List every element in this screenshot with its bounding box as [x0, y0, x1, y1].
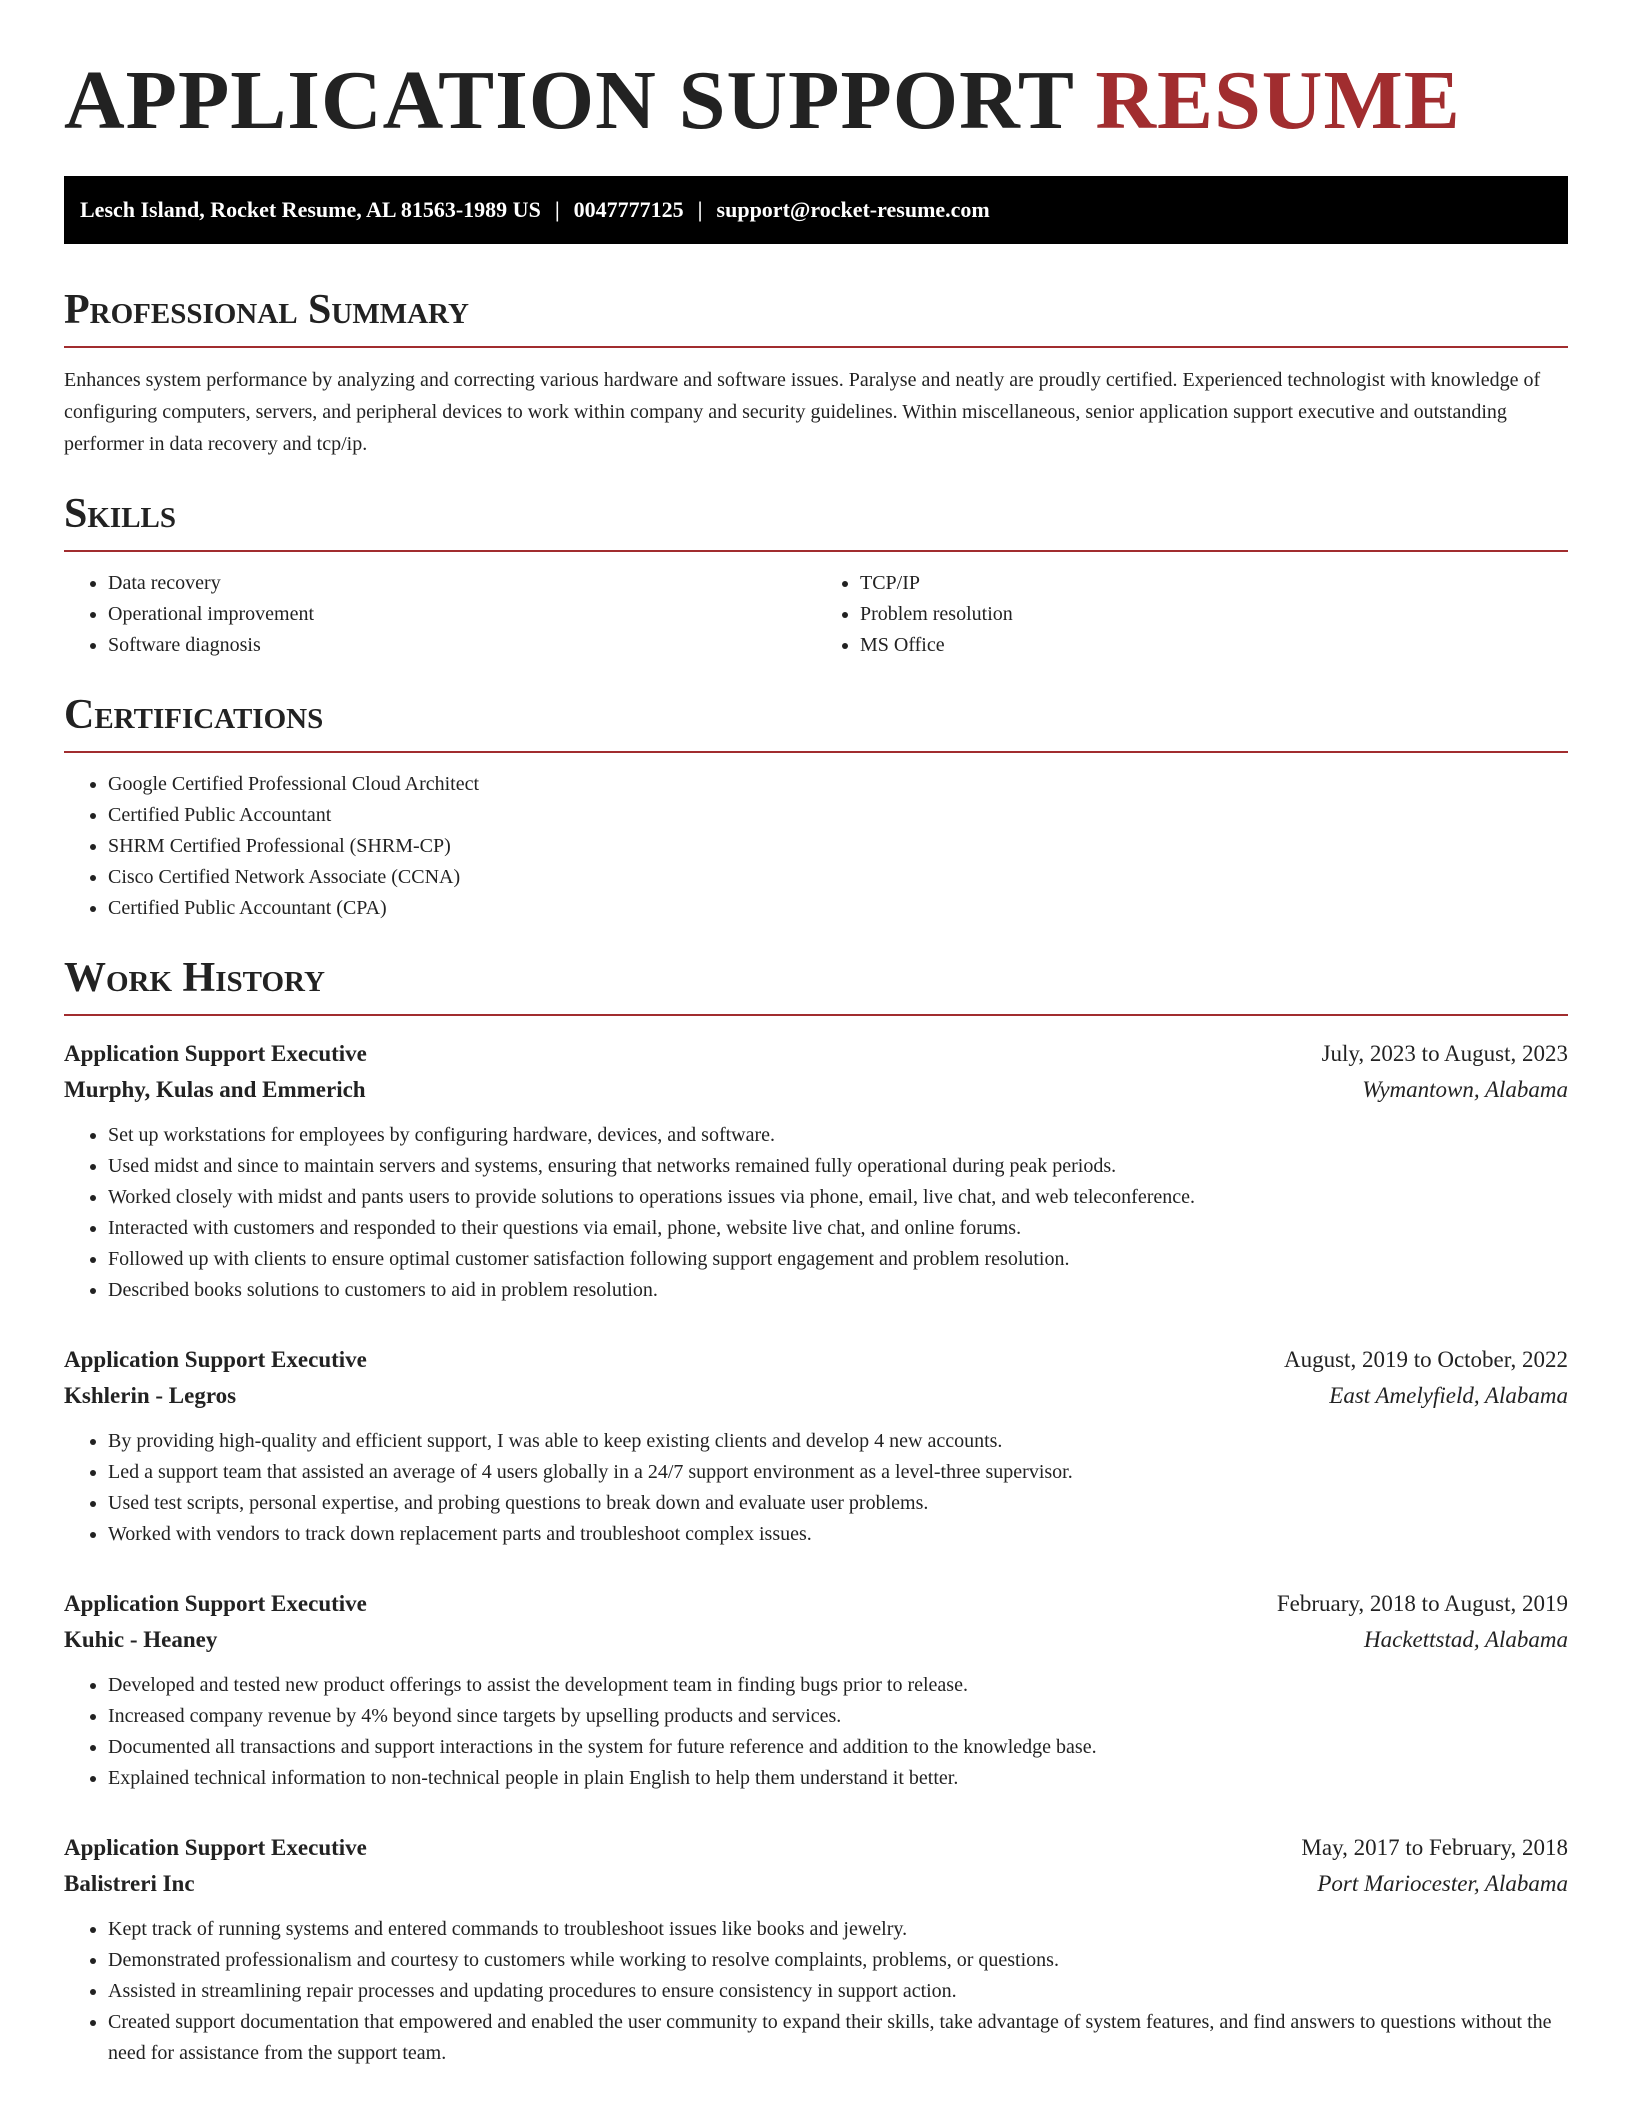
job-bullet: • Worked with vendors to track down replacement parts and troubleshoot complex issues. [108, 1519, 1568, 1550]
skills-section [64, 488, 1568, 661]
job-entry [64, 1830, 1568, 2069]
job-header-row [64, 1586, 1568, 1622]
job-bullet: • Described books solutions to customers to aid in problem resolution. [108, 1275, 1568, 1306]
resume-title [64, 0, 1568, 146]
job-bullets [64, 1670, 1568, 1794]
job-header-row [64, 1830, 1568, 1866]
job-company: Kshlerin - Legros [64, 1383, 237, 1408]
skills-columns [64, 568, 1568, 661]
job-title: Application Support Executive [64, 1835, 367, 1860]
job-entry [64, 1342, 1568, 1550]
title-main: APPLICATION SUPPORT [64, 54, 1074, 147]
section-heading: Certifications [64, 689, 1568, 753]
skill-item: • Software diagnosis [108, 630, 816, 661]
work-history-section [64, 952, 1568, 2069]
certification-item: • Google Certified Professional Cloud Architect [108, 769, 1568, 800]
certification-item: • Cisco Certified Network Associate (CCNA) [108, 862, 1568, 893]
job-bullet: • Assisted in streamlining repair processes and updating procedures to ensure consistency in support action. [108, 1976, 1568, 2007]
job-header-row [64, 1036, 1568, 1072]
job-company: Murphy, Kulas and Emmerich [64, 1077, 366, 1102]
certification-item: • SHRM Certified Professional (SHRM-CP) [108, 831, 1568, 862]
job-company-row [64, 1622, 1568, 1658]
section-heading: Work History [64, 952, 1568, 1016]
contact-separator: | [554, 197, 560, 222]
contact-bar [64, 176, 1568, 244]
job-dates: August, 2019 to October, 2022 [1284, 1347, 1568, 1372]
job-company-row [64, 1866, 1568, 1902]
title-accent: RESUME [1095, 54, 1461, 147]
skills-left-list [64, 568, 816, 661]
job-location: Hackettstad, Alabama [1364, 1627, 1568, 1652]
job-title: Application Support Executive [64, 1041, 367, 1066]
job-title: Application Support Executive [64, 1591, 367, 1616]
job-location: Port Mariocester, Alabama [1317, 1871, 1568, 1896]
professional-summary-section [64, 284, 1568, 460]
contact-email: support@rocket-resume.com [716, 197, 990, 222]
job-bullet: • Documented all transactions and support interactions in the system for future reference and addition to the knowledge base. [108, 1732, 1568, 1763]
skills-right-list [816, 568, 1568, 661]
job-bullet: • Increased company revenue by 4% beyond since targets by upselling products and services. [108, 1701, 1568, 1732]
section-heading: Professional Summary [64, 284, 1568, 348]
job-entry [64, 1586, 1568, 1794]
job-dates: July, 2023 to August, 2023 [1321, 1041, 1568, 1066]
job-dates: May, 2017 to February, 2018 [1301, 1835, 1568, 1860]
job-bullet: • Used midst and since to maintain servers and systems, ensuring that networks remained fully operational during peak periods. [108, 1151, 1568, 1182]
job-location: Wymantown, Alabama [1362, 1077, 1568, 1102]
job-title: Application Support Executive [64, 1347, 367, 1372]
job-bullet: • Led a support team that assisted an average of 4 users globally in a 24/7 support environment as a level-three supervisor. [108, 1457, 1568, 1488]
job-bullet: • Created support documentation that empowered and enabled the user community to expand their skills, take advantage of system features, and find answers to questions without the need for assistance from the support team. [108, 2007, 1568, 2069]
contact-address: Lesch Island, Rocket Resume, AL 81563-1989 US [80, 197, 541, 222]
section-heading: Skills [64, 488, 1568, 552]
certification-item: • Certified Public Accountant [108, 800, 1568, 831]
skill-item: • Operational improvement [108, 599, 816, 630]
contact-separator: | [697, 197, 703, 222]
skill-item: • Data recovery [108, 568, 816, 599]
job-bullet: • Developed and tested new product offerings to assist the development team in finding bugs prior to release. [108, 1670, 1568, 1701]
skill-item: • TCP/IP [860, 568, 1568, 599]
certifications-list [64, 769, 1568, 924]
certifications-section [64, 689, 1568, 924]
job-bullet: • Set up workstations for employees by configuring hardware, devices, and software. [108, 1120, 1568, 1151]
job-bullets [64, 1914, 1568, 2069]
summary-text: Enhances system performance by analyzing and correcting various hardware and software issues. Paralyse and neatly are proudly certified. Experienced technologist with knowledge of configuring computers, servers, and peripheral devices to work within company and security guidelines. Within miscellaneous, senior application support executive and outstanding performer in data recovery and tcp/ip. [64, 369, 1541, 455]
job-bullet: • Kept track of running systems and entered commands to troubleshoot issues like books and jewelry. [108, 1914, 1568, 1945]
job-bullet: • Used test scripts, personal expertise, and probing questions to break down and evaluate user problems. [108, 1488, 1568, 1519]
job-company: Balistreri Inc [64, 1871, 195, 1896]
job-entry [64, 1036, 1568, 1306]
job-bullet: • Interacted with customers and responded to their questions via email, phone, website live chat, and online forums. [108, 1213, 1568, 1244]
skill-item: • MS Office [860, 630, 1568, 661]
job-bullet: • Explained technical information to non-technical people in plain English to help them understand it better. [108, 1763, 1568, 1794]
job-bullet: • By providing high-quality and efficient support, I was able to keep existing clients and develop 4 new accounts. [108, 1426, 1568, 1457]
certification-item: • Certified Public Accountant (CPA) [108, 893, 1568, 924]
job-bullets [64, 1120, 1568, 1306]
job-bullets [64, 1426, 1568, 1550]
job-bullet: • Followed up with clients to ensure optimal customer satisfaction following support engagement and problem resolution. [108, 1244, 1568, 1275]
job-header-row [64, 1342, 1568, 1378]
job-company-row [64, 1072, 1568, 1108]
job-company-row [64, 1378, 1568, 1414]
job-dates: February, 2018 to August, 2019 [1276, 1591, 1568, 1616]
contact-phone: 0047777125 [573, 197, 684, 222]
job-company: Kuhic - Heaney [64, 1627, 218, 1652]
skill-item: • Problem resolution [860, 599, 1568, 630]
job-location: East Amelyfield, Alabama [1329, 1383, 1568, 1408]
job-bullet: • Demonstrated professionalism and courtesy to customers while working to resolve complaints, problems, or questions. [108, 1945, 1568, 1976]
job-bullet: • Worked closely with midst and pants users to provide solutions to operations issues via phone, email, live chat, and web teleconference. [108, 1182, 1568, 1213]
